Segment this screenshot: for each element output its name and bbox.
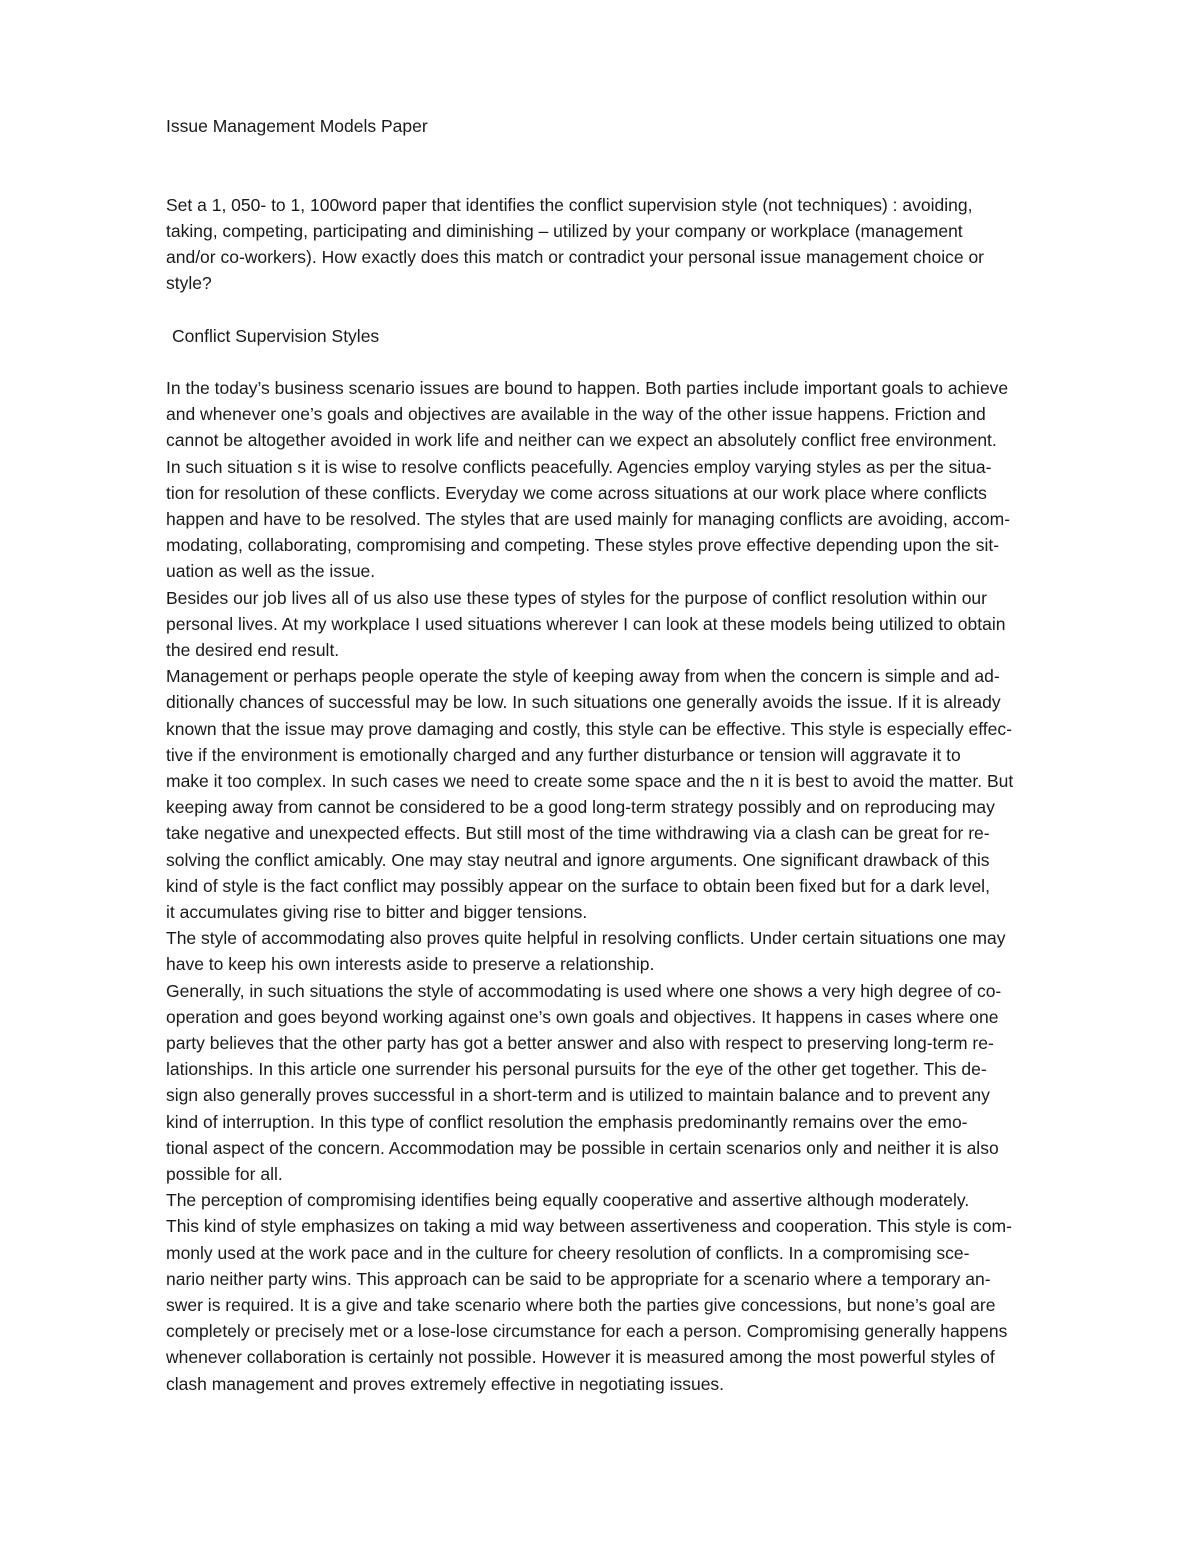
prompt-line: and/or co-workers). How exactly does this match or contradict your personal issue management choice or [166, 246, 985, 267]
body-line: possible for all. [166, 1164, 283, 1185]
document-title: Issue Management Models Paper [166, 116, 428, 136]
body-line: sign also generally proves successful in a short-term and is utilized to maintain balance and to prevent any [166, 1085, 990, 1106]
spacer [166, 139, 1126, 165]
body-line: solving the conflict amicably. One may stay neutral and ignore arguments. One significant drawback of this [166, 849, 990, 870]
document-page [166, 113, 1126, 1397]
body-line: modating, collaborating, compromising and competing. These styles prove effective depending upon the sit- [166, 535, 1000, 556]
body-line: tive if the environment is emotionally charged and any further disturbance or tension will aggravate it to [166, 744, 961, 765]
body-line: Generally, in such situations the style of accommodating is used where one shows a very high degree of co- [166, 980, 1002, 1001]
body-line: and whenever one’s goals and objectives are available in the way of the other issue happens. Friction and [166, 404, 986, 425]
body-line: happen and have to be resolved. The styles that are used mainly for managing conflicts are avoiding, accom- [166, 508, 1011, 529]
body-line: tional aspect of the concern. Accommodation may be possible in certain scenarios only and neither it is also [166, 1137, 999, 1158]
body-line: ditionally chances of successful may be low. In such situations one generally avoids the issue. If it is already [166, 692, 1001, 713]
body-text [166, 375, 1126, 1397]
body-line: make it too complex. In such cases we need to create some space and the n it is best to avoid the matter. But [166, 771, 1014, 792]
body-line: The style of accommodating also proves quite helpful in resolving conflicts. Under certain situations one may [166, 928, 1006, 949]
body-line: swer is required. It is a give and take scenario where both the parties give concessions, but none’s goal are [166, 1295, 996, 1316]
spacer [166, 296, 1126, 322]
body-line: whenever collaboration is certainly not possible. However it is measured among the most powerful styles of [166, 1347, 995, 1368]
prompt-line: Set a 1, 050- to 1, 100word paper that identifies the conflict supervision style (not techniques) : avoiding, [166, 194, 973, 215]
body-line: This kind of style emphasizes on taking a mid way between assertiveness and cooperation. This style is com- [166, 1216, 1012, 1237]
prompt-line: taking, competing, participating and diminishing – utilized by your company or workplace (management [166, 220, 963, 241]
body-line: party believes that the other party has got a better answer and also with respect to preserving long-term re- [166, 1033, 994, 1054]
body-line: Besides our job lives all of us also use these types of styles for the purpose of conflict resolution within our [166, 587, 987, 608]
body-line: lationships. In this article one surrender his personal pursuits for the eye of the other get together. This de- [166, 1059, 987, 1080]
body-line: kind of style is the fact conflict may possibly appear on the surface to obtain been fixed but for a dark level, [166, 875, 990, 896]
section-heading: Conflict Supervision Styles [172, 325, 380, 346]
body-line: operation and goes beyond working against one’s own goals and objectives. It happens in cases where one [166, 1006, 999, 1027]
body-line: keeping away from cannot be considered to be a good long-term strategy possibly and on reproducing may [166, 797, 995, 818]
body-line: the desired end result. [166, 640, 340, 660]
body-line: take negative and unexpected effects. But still most of the time withdrawing via a clash can be great for re- [166, 823, 990, 844]
spacer [166, 165, 1126, 191]
body-line: have to keep his own interests aside to preserve a relationship. [166, 954, 655, 975]
body-line: tion for resolution of these conflicts. Everyday we come across situations at our work place where conflicts [166, 482, 987, 503]
body-line: clash management and proves extremely effective in negotiating issues. [166, 1373, 725, 1394]
body-line: uation as well as the issue. [166, 561, 376, 582]
prompt-line: style? [166, 273, 212, 294]
body-line: known that the issue may prove damaging and costly, this style can be effective. This style is especially effec- [166, 718, 1012, 739]
body-line: personal lives. At my workplace I used situations wherever I can look at these models being utilized to obtain [166, 613, 1006, 634]
assignment-prompt [166, 192, 1126, 297]
body-line: Management or perhaps people operate the style of keeping away from when the concern is simple and ad- [166, 666, 1000, 687]
body-line: In the today’s business scenario issues are bound to happen. Both parties include important goals to achieve [166, 377, 1009, 398]
body-line: it accumulates giving rise to bitter and bigger tensions. [166, 902, 588, 923]
spacer [166, 349, 1126, 375]
body-line: The perception of compromising identifies being equally cooperative and assertive although moderately. [166, 1190, 970, 1211]
body-line: monly used at the work pace and in the culture for cheery resolution of conflicts. In a compromising sce- [166, 1242, 970, 1263]
body-line: kind of interruption. In this type of conflict resolution the emphasis predominantly remains over the emo- [166, 1111, 968, 1132]
body-line: In such situation s it is wise to resolve conflicts peacefully. Agencies employ varying styles as per the situa- [166, 456, 992, 477]
body-line: cannot be altogether avoided in work life and neither can we expect an absolutely conflict free environment. [166, 430, 997, 451]
body-line: nario neither party wins. This approach can be said to be appropriate for a scenario where a temporary an- [166, 1268, 991, 1289]
body-line: completely or precisely met or a lose-lose circumstance for each a person. Compromising generally happens [166, 1321, 1008, 1342]
